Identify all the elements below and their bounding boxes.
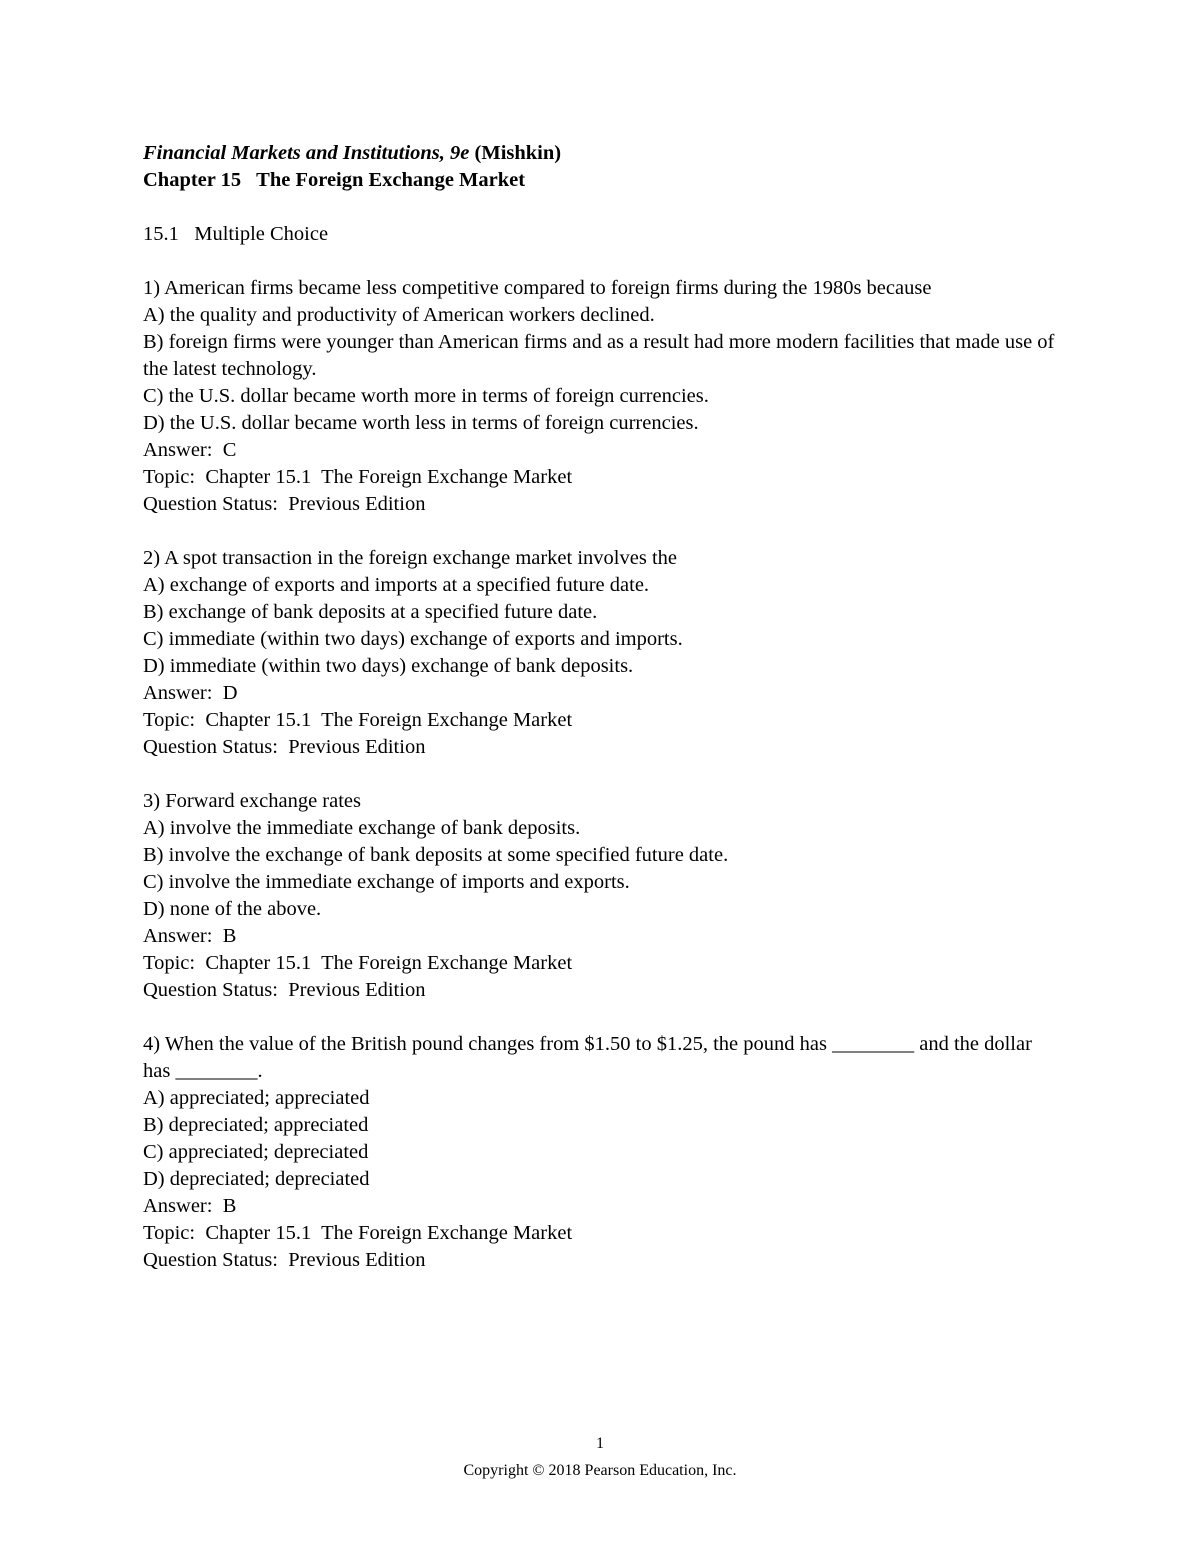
answer-option: A) appreciated; appreciated bbox=[143, 1087, 370, 1109]
answer-option: D) immediate (within two days) exchange of bank deposits. bbox=[143, 655, 634, 677]
document-content bbox=[143, 140, 1063, 1274]
question-topic: Topic: Chapter 15.1 The Foreign Exchange Market bbox=[143, 952, 573, 974]
answer-option: D) the U.S. dollar became worth less in terms of foreign currencies. bbox=[143, 412, 699, 434]
page-number: 1 bbox=[596, 1435, 604, 1452]
book-author: (Mishkin) bbox=[474, 142, 562, 164]
book-heading bbox=[143, 140, 1063, 167]
question-stem: 2) A spot transaction in the foreign exchange market involves the bbox=[143, 547, 677, 569]
question-block bbox=[143, 1031, 1063, 1274]
question-block bbox=[143, 788, 1063, 1004]
answer-option: B) depreciated; appreciated bbox=[143, 1114, 369, 1136]
question-list bbox=[143, 275, 1063, 1274]
question-topic: Topic: Chapter 15.1 The Foreign Exchange Market bbox=[143, 1222, 573, 1244]
chapter-title: Chapter 15 The Foreign Exchange Market bbox=[143, 169, 526, 191]
question-answer: Answer: B bbox=[143, 925, 237, 947]
question-status: Question Status: Previous Edition bbox=[143, 493, 426, 515]
answer-option: C) appreciated; depreciated bbox=[143, 1141, 369, 1163]
answer-option: C) the U.S. dollar became worth more in terms of foreign currencies. bbox=[143, 385, 709, 407]
spacer bbox=[143, 194, 1063, 221]
spacer bbox=[143, 761, 1063, 788]
question-status: Question Status: Previous Edition bbox=[143, 736, 426, 758]
question-topic: Topic: Chapter 15.1 The Foreign Exchange Market bbox=[143, 709, 573, 731]
section-heading: 15.1 Multiple Choice bbox=[143, 223, 329, 245]
question-block bbox=[143, 545, 1063, 761]
answer-option: C) involve the immediate exchange of imports and exports. bbox=[143, 871, 630, 893]
question-status: Question Status: Previous Edition bbox=[143, 979, 426, 1001]
answer-option: B) exchange of bank deposits at a specified future date. bbox=[143, 601, 598, 623]
question-status: Question Status: Previous Edition bbox=[143, 1249, 426, 1271]
answer-option: D) none of the above. bbox=[143, 898, 322, 920]
spacer bbox=[143, 248, 1063, 275]
copyright-notice: Copyright © 2018 Pearson Education, Inc. bbox=[463, 1462, 737, 1479]
question-stem: 3) Forward exchange rates bbox=[143, 790, 362, 812]
spacer bbox=[143, 518, 1063, 545]
question-answer: Answer: C bbox=[143, 439, 237, 461]
answer-option: C) immediate (within two days) exchange of exports and imports. bbox=[143, 628, 683, 650]
question-topic: Topic: Chapter 15.1 The Foreign Exchange Market bbox=[143, 466, 573, 488]
question-stem: 4) When the value of the British pound changes from $1.50 to $1.25, the pound has ________ and the dollar has ________. bbox=[143, 1033, 1038, 1082]
spacer bbox=[143, 1004, 1063, 1031]
question-stem: 1) American firms became less competitive compared to foreign firms during the 1980s because bbox=[143, 277, 932, 299]
question-block bbox=[143, 275, 1063, 518]
answer-option: A) the quality and productivity of American workers declined. bbox=[143, 304, 655, 326]
answer-option: B) foreign firms were younger than American firms and as a result had more modern facilities that made use of the latest technology. bbox=[143, 331, 1060, 380]
question-answer: Answer: D bbox=[143, 682, 238, 704]
answer-option: A) exchange of exports and imports at a specified future date. bbox=[143, 574, 650, 596]
question-answer: Answer: B bbox=[143, 1195, 237, 1217]
book-title: Financial Markets and Institutions, 9e bbox=[143, 142, 470, 164]
answer-option: A) involve the immediate exchange of bank deposits. bbox=[143, 817, 581, 839]
answer-option: B) involve the exchange of bank deposits at some specified future date. bbox=[143, 844, 729, 866]
answer-option: D) depreciated; depreciated bbox=[143, 1168, 370, 1190]
